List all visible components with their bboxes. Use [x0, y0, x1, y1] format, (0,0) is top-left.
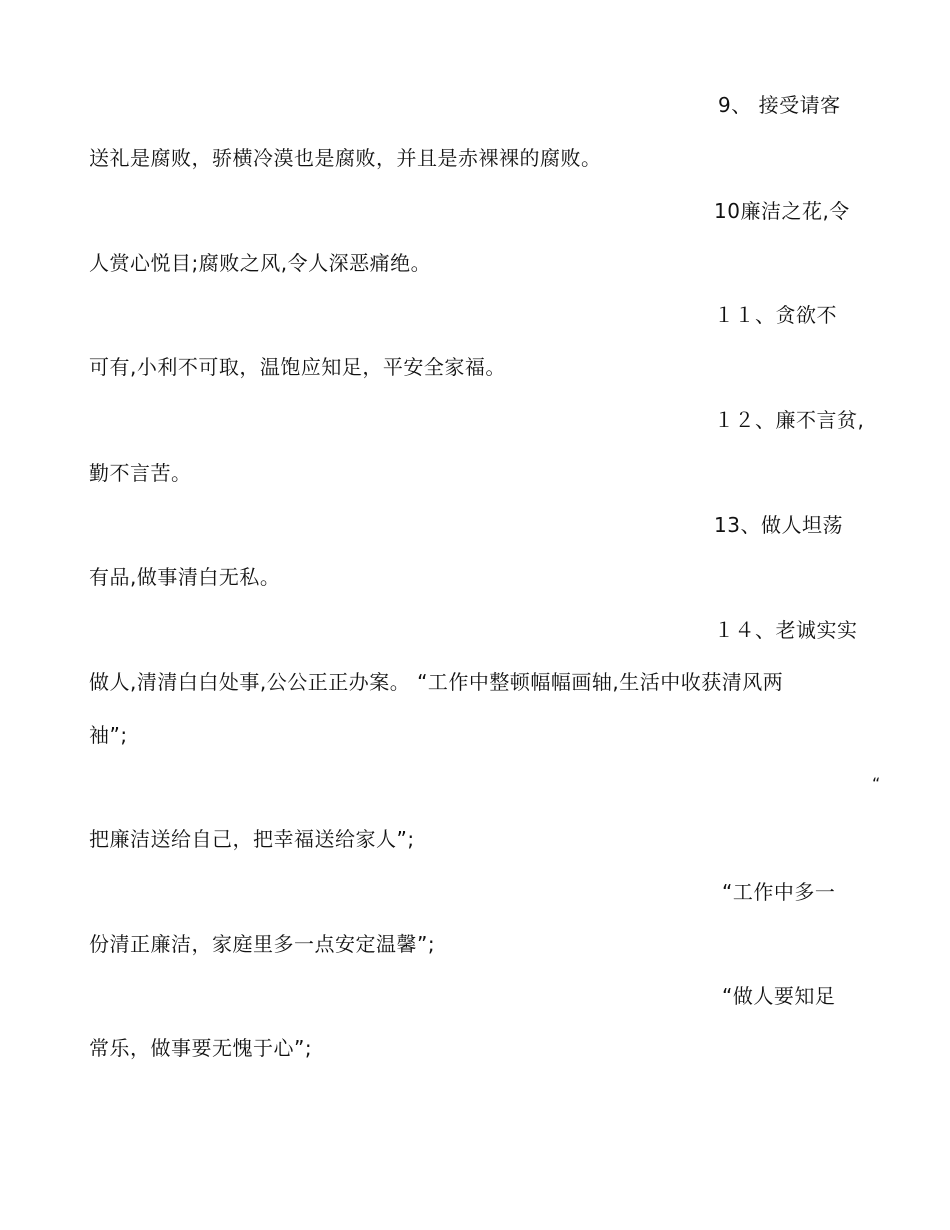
text-line: 9、 接受请客 [718, 93, 841, 117]
text-line: 份清正廉洁，家庭里多一点安定温馨”; [89, 932, 436, 956]
text-line: “工作中多一 [722, 880, 836, 904]
text-line: 送礼是腐败，骄横冷漠也是腐败，并且是赤裸裸的腐败。 [89, 146, 602, 170]
text-line: １４、老诚实实 [714, 618, 858, 642]
text-line: 常乐，做事要无愧于心”; [89, 1036, 313, 1060]
text-line: 人赏心悦目;腐败之风,令人深恶痛绝。 [89, 251, 432, 275]
text-line: 13、做人坦荡 [714, 513, 843, 537]
text-line: 可有,小利不可取，温饱应知足，平安全家福。 [89, 355, 506, 379]
text-line: 做人,清清白白处事,公公正正办案。 “工作中整顿幅幅画轴,生活中收获清风两 [89, 670, 784, 694]
text-line: 有品,做事清白无私。 [89, 565, 281, 589]
text-line: 10廉洁之花,令 [714, 199, 850, 223]
text-line: 袖”; [89, 723, 128, 747]
text-line: “做人要知足 [722, 984, 836, 1008]
quote-mark: “ [872, 774, 881, 793]
text-line: １１、贪欲不 [714, 303, 837, 327]
text-line: 勤不言苦。 [89, 461, 192, 485]
text-line: １２、廉不言贫, [714, 408, 865, 432]
text-line: 把廉洁送给自己，把幸福送给家人”; [89, 827, 415, 851]
